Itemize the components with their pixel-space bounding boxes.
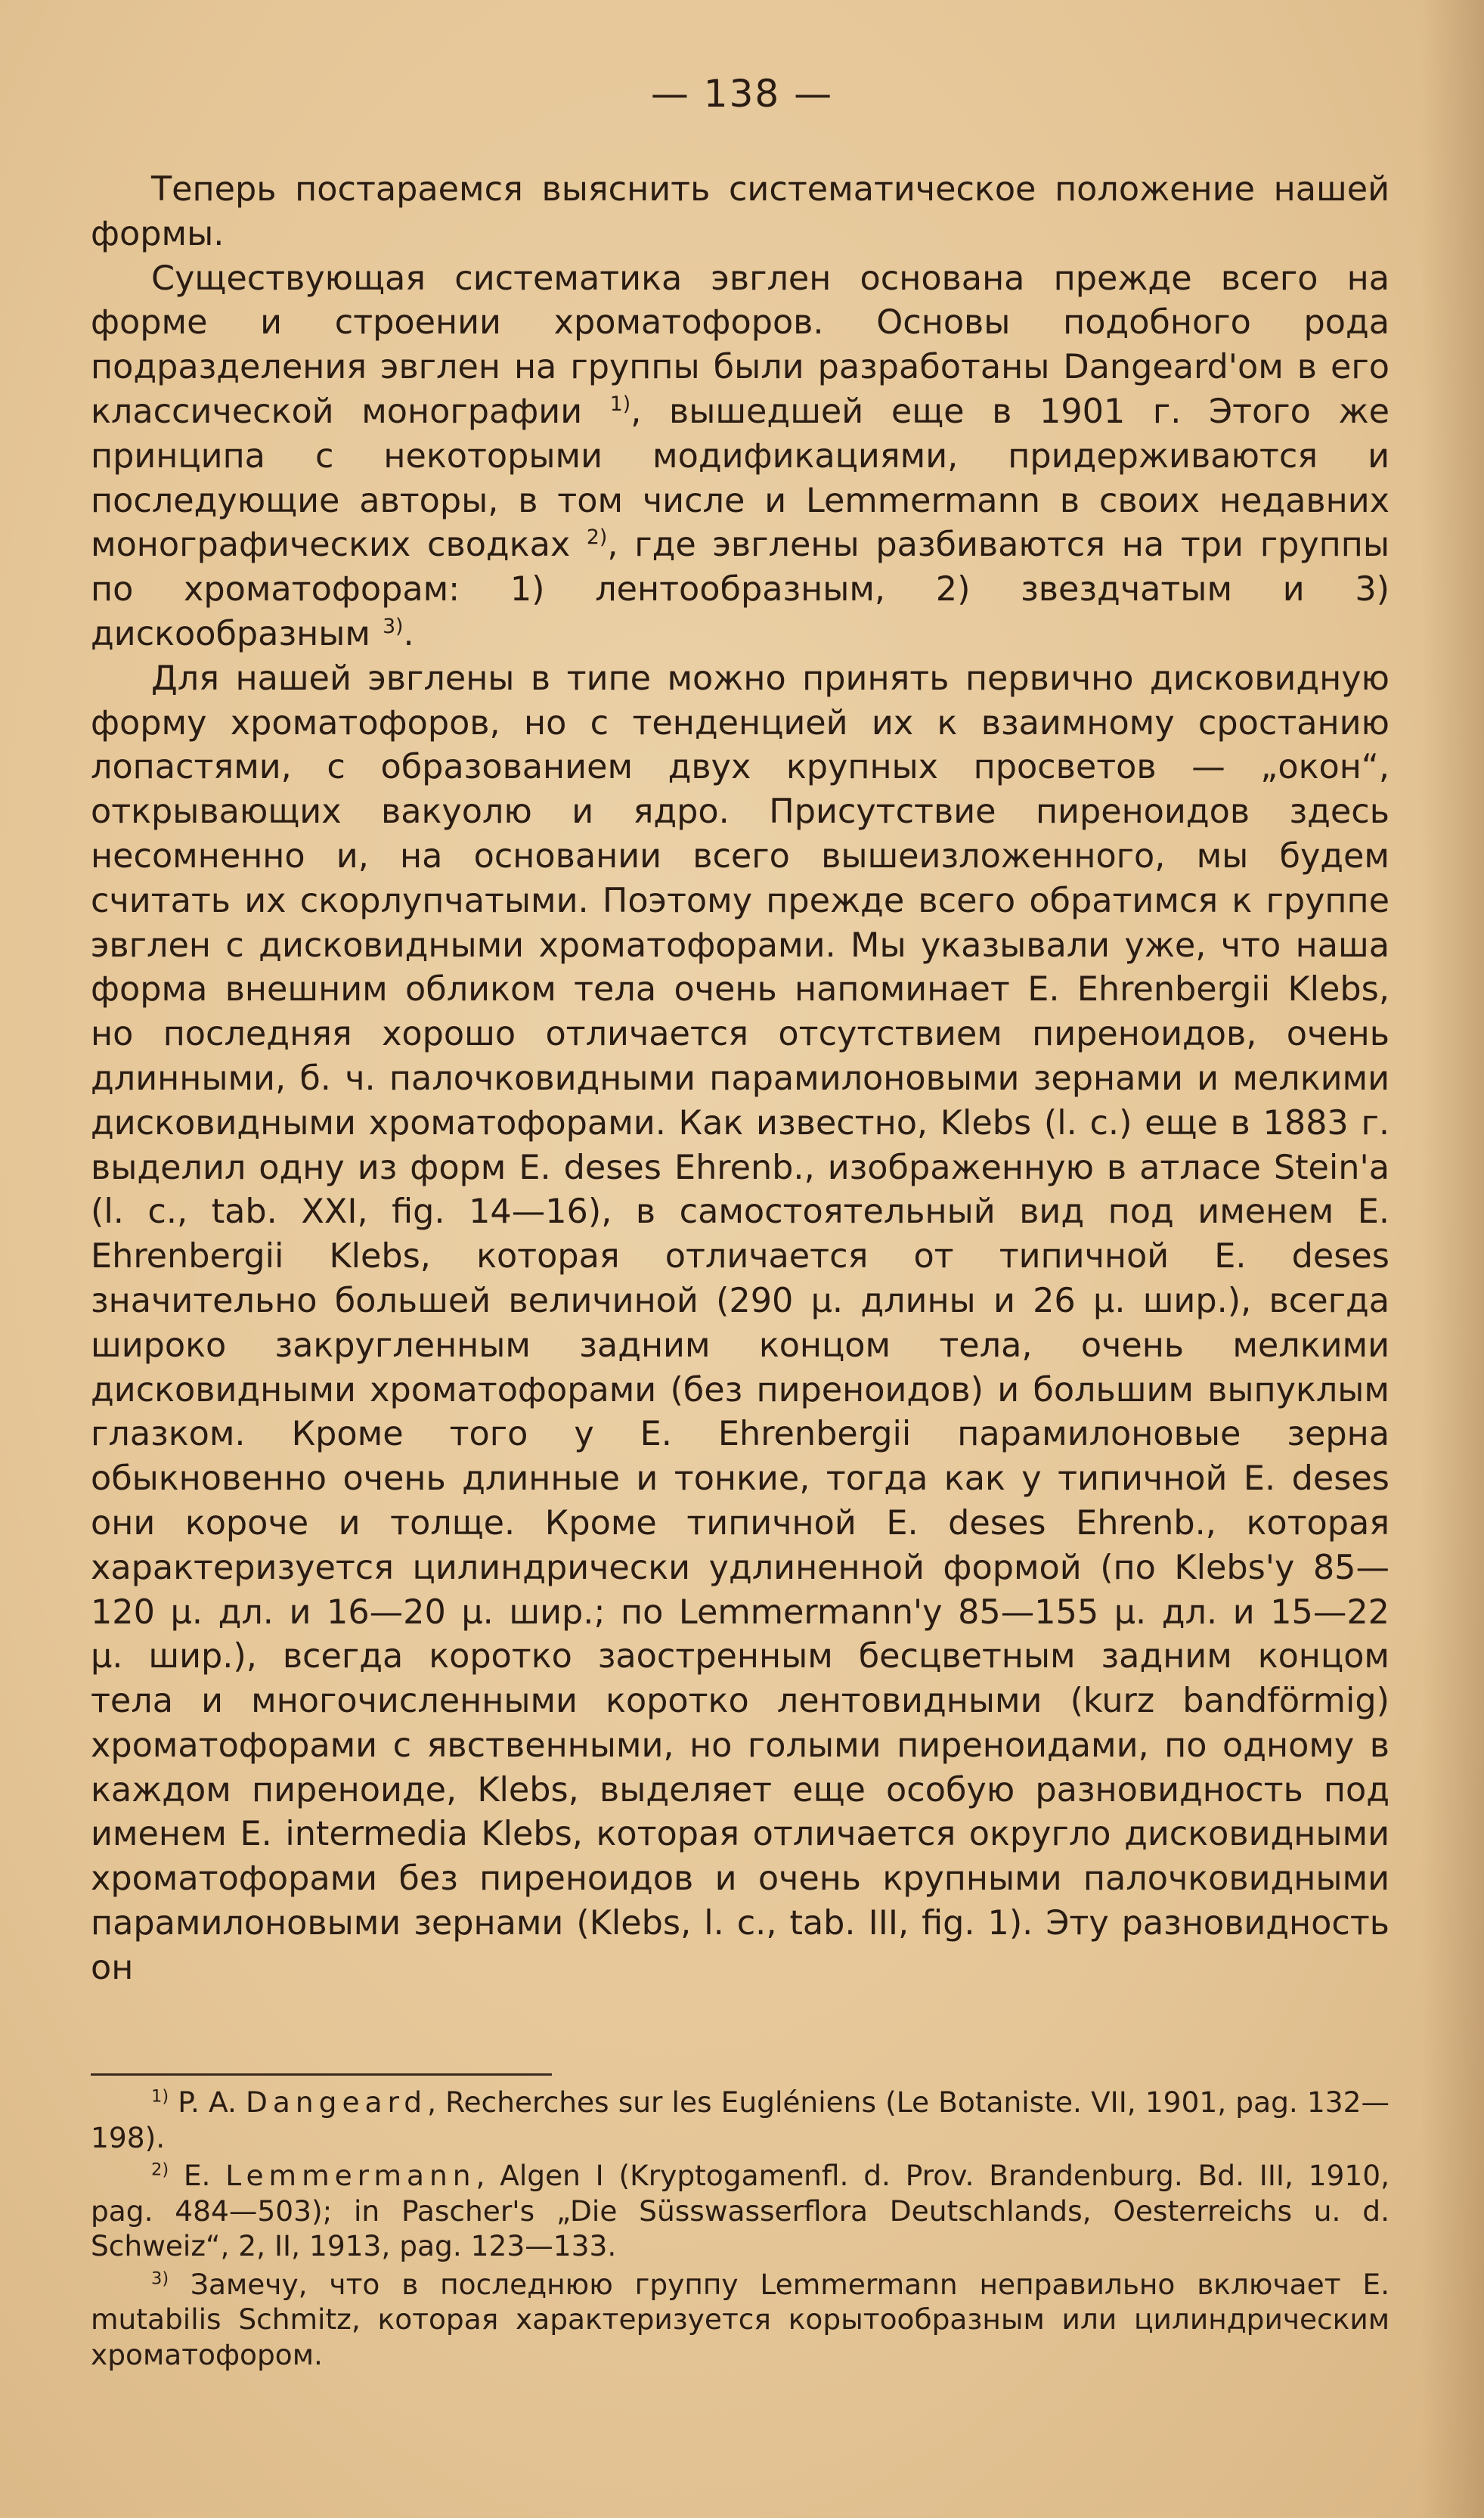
text-run: , где эвглены разбиваются на три группы по хроматофорам: 1) лентообразным, 2) звездчатым и 3) дискообразным (91, 526, 1390, 653)
text-run: . (403, 614, 414, 653)
page-number: — 138 — (650, 72, 834, 116)
author-name: Lemmermann (225, 2159, 476, 2192)
footnote-ref: 1) (609, 392, 631, 417)
text-run: Замечу, что в последнюю группу Lemmermann неправильно включает E. mutabilis Schmitz, которая характеризуется корытообразным или цилиндрическим хроматофором. (91, 2267, 1390, 2371)
body-text (91, 168, 1390, 1991)
text-run: , вышедшей еще в 1901 г. Этого же принципа с некоторыми модификациями, придерживаются и последующие авторы, в том числе и Lemmermann в своих недавних монографических сводках (91, 392, 1390, 565)
footnote (91, 2085, 1390, 2155)
footnotes (91, 2085, 1390, 2375)
footnote (91, 2267, 1390, 2373)
text-run: E. (169, 2159, 226, 2192)
text-run: , Algen I (Kryptogamenfl. d. Prov. Brandenburg. Bd. III, 1910, pag. 484—503); in Pascher's „Die Süsswasserflora Deutschlands, Oesterreichs u. d. Schweiz“, 2, II, 1913, pag. 123—133. (91, 2159, 1390, 2262)
paragraph: Теперь постараемся выяснить систематическое положение нашей формы. (91, 170, 1390, 253)
footnote (91, 2158, 1390, 2264)
footnote-marker: 2) (151, 2160, 169, 2180)
text-run: Существующая систематика эвглен основана прежде всего на форме и строении хроматофоров. Основы подобного рода подразделения эвглен на группы были разработаны Dangeard'ом в его классической монографии (91, 259, 1390, 431)
footnote-separator (91, 2073, 552, 2076)
paragraph (91, 257, 1390, 657)
footnote-ref: 3) (383, 615, 404, 639)
footnote-ref: 2) (586, 526, 608, 550)
paragraph: Для нашей эвглены в типе можно принять первично дисковидную форму хроматофоров, но с тенденцией их к взаимному сростанию лопастями, с образованием двух крупных просветов — „окон“, открывающих вакуолю и ядро. Присутствие пиреноидов здесь несомненно и, на основании всего вышеизложенного, мы будем считать их скорлупчатыми. Поэтому прежде всего обратимся к группе эвглен с дисковидными хроматофорами. Мы указывали уже, что наша форма внешним обликом тела очень напоминает E. Ehrenbergii Klebs, но последняя хорошо отличается отсутствием пиреноидов, очень длинными, б. ч. палочковидными парамилоновыми зернами и мелкими дисковидными хроматофорами. Как известно, Klebs (l. c.) еще в 1883 г. выделил одну из форм E. deses Ehrenb., изображенную в атласе Stein'а (l. c., tab. XXI, fig. 14—16), в самостоятельный вид под именем E. Ehrenbergii Klebs, которая отличается от типичной E. deses значительно большей величиной (290 μ. длины и 26 μ. шир.), всегда широко закругленным задним концом тела, очень мелкими дисковидными хроматофорами (без пиреноидов) и большим выпуклым глазком. Кроме того у E. Ehrenbergii парамилоновые зерна обыкновенно очень длинные и тонкие, тогда как у типичной E. deses они короче и толще. Кроме типичной E. deses Ehrenb., которая характеризуется цилиндрически удлиненной формой (по Klebs'у 85—120 μ. дл. и 16—20 μ. шир.; по Lemmermann'у 85—155 μ. дл. и 15—22 μ. шир.), всегда коротко заостренным бесцветным задним концом тела и многочисленными коротко лентовидными (kurz bandförmig) хроматофорами с явственными, но голыми пиреноидами, по одному в каждом пиреноиде, Klebs, выделяет еще особую разновидность под именем E. intermedia Klebs, которая отличается округло дисковидными хроматофорами без пиреноидов и очень крупными палочковидными парамилоновыми зернами (Klebs, l. c., tab. III, fig. 1). Эту разновидность он (91, 659, 1390, 1987)
author-name: Dangeard (246, 2085, 428, 2119)
text-run: P. A. (169, 2085, 246, 2119)
footnote-marker: 3) (151, 2268, 169, 2288)
footnote-marker: 1) (151, 2086, 169, 2107)
text-run: , Recherches sur les Eugléniens (Le Botaniste. VII, 1901, pag. 132—198). (91, 2085, 1390, 2154)
